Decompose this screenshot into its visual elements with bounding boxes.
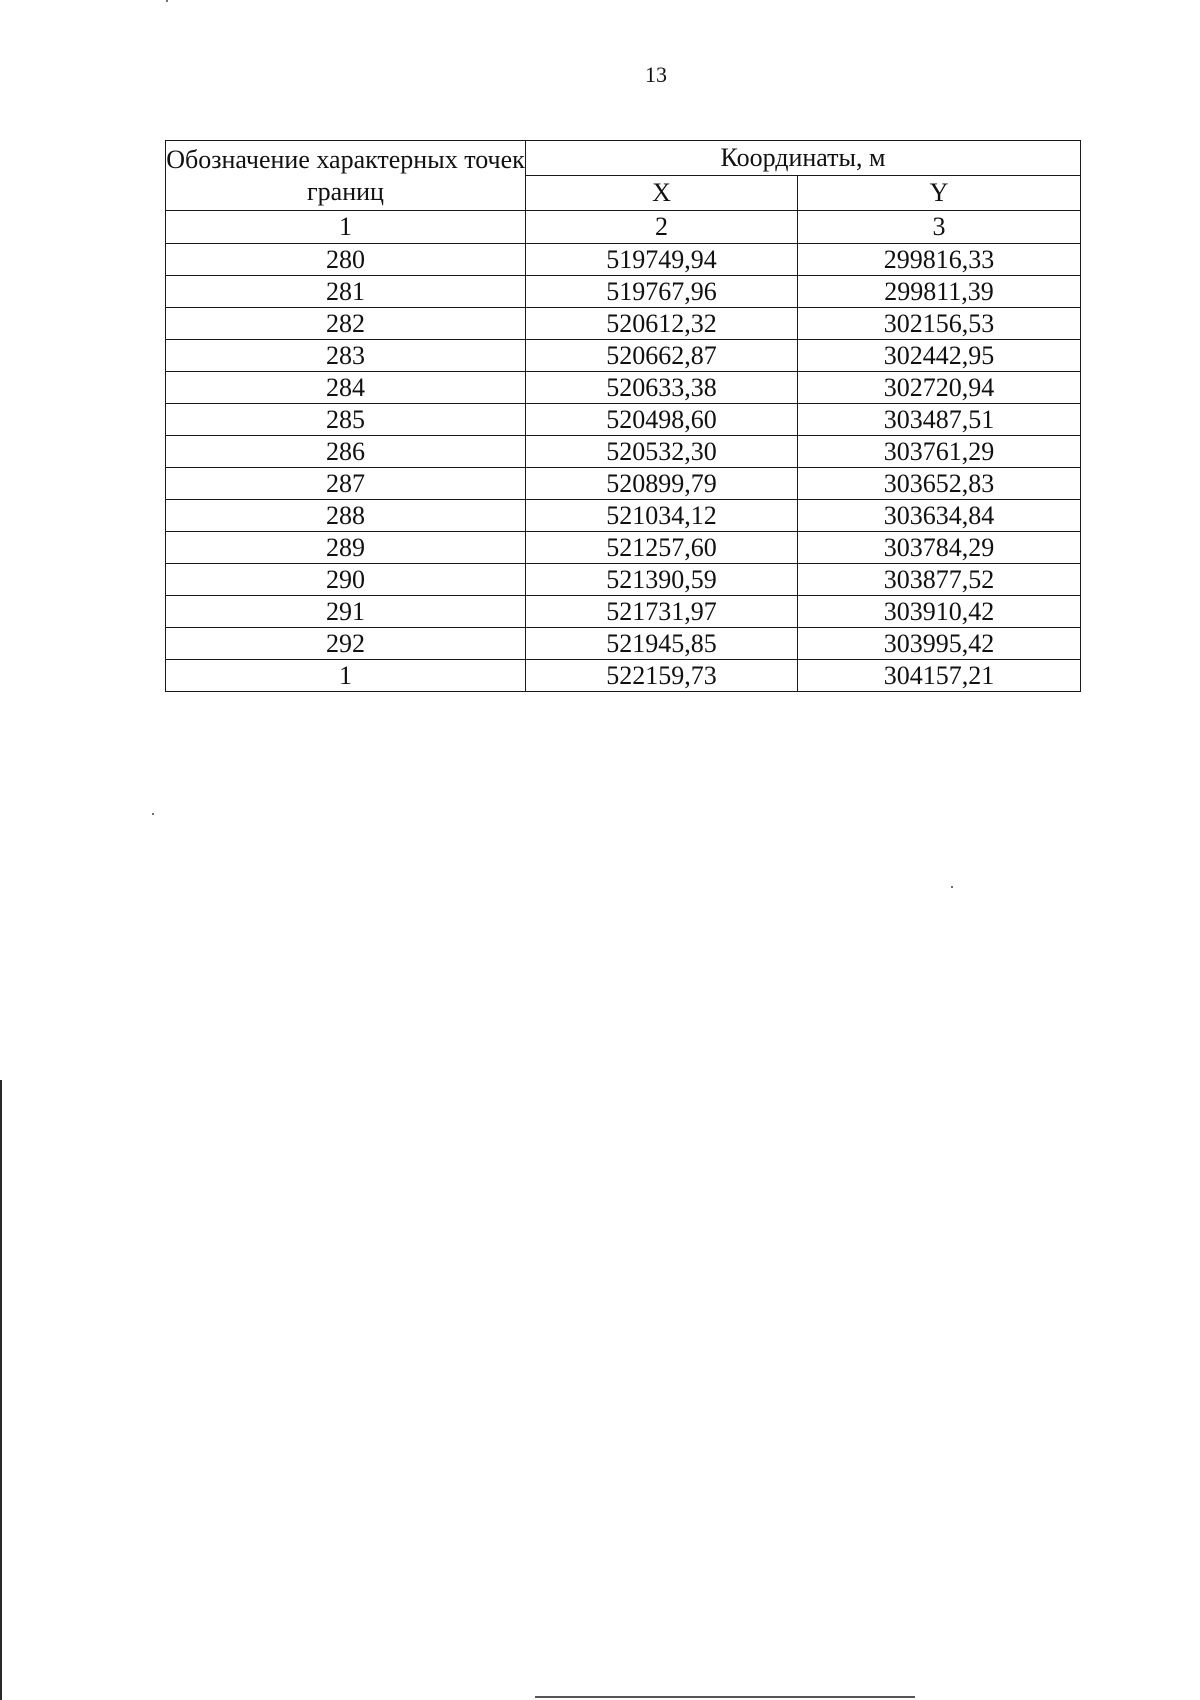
point-cell: 291 [166,596,526,628]
y-coordinate-cell: 302720,94 [798,372,1081,404]
y-coordinate-cell: 302442,95 [798,340,1081,372]
point-cell: 1 [166,660,526,692]
y-coordinate-cell: 303761,29 [798,436,1081,468]
x-coordinate-cell: 522159,73 [526,660,798,692]
point-cell: 281 [166,276,526,308]
x-coordinate-cell: 521945,85 [526,628,798,660]
x-coordinate-cell: 520612,32 [526,308,798,340]
point-cell: 292 [166,628,526,660]
header-designation: Обозначение характерных точек границ [166,141,526,211]
y-coordinate-cell: 303652,83 [798,468,1081,500]
coordinates-table [165,140,1081,692]
y-coordinate-cell: 303877,52 [798,564,1081,596]
point-cell: 280 [166,244,526,276]
table-row [166,372,1081,404]
x-coordinate-cell: 520498,60 [526,404,798,436]
scan-speck [951,886,953,888]
table-row [166,596,1081,628]
x-coordinate-cell: 521034,12 [526,500,798,532]
x-coordinate-cell: 521257,60 [526,532,798,564]
point-cell: 287 [166,468,526,500]
table-row [166,276,1081,308]
y-coordinate-cell: 299816,33 [798,244,1081,276]
table-row [166,468,1081,500]
table-row [166,660,1081,692]
point-cell: 285 [166,404,526,436]
scan-edge-line [0,1080,2,1700]
table-row [166,500,1081,532]
table-row [166,404,1081,436]
x-coordinate-cell: 521731,97 [526,596,798,628]
y-coordinate-cell: 303910,42 [798,596,1081,628]
table-row [166,628,1081,660]
column-number-2: 2 [526,211,798,244]
point-cell: 282 [166,308,526,340]
table-row [166,532,1081,564]
y-coordinate-cell: 299811,39 [798,276,1081,308]
header-x: X [526,176,798,211]
x-coordinate-cell: 520662,87 [526,340,798,372]
scan-speck [152,813,154,815]
point-cell: 283 [166,340,526,372]
point-cell: 286 [166,436,526,468]
y-coordinate-cell: 303784,29 [798,532,1081,564]
table-row [166,564,1081,596]
y-coordinate-cell: 303995,42 [798,628,1081,660]
scan-speck [166,0,168,2]
y-coordinate-cell: 303634,84 [798,500,1081,532]
column-number-row [166,211,1081,244]
x-coordinate-cell: 519749,94 [526,244,798,276]
header-y: Y [798,176,1081,211]
x-coordinate-cell: 521390,59 [526,564,798,596]
table-row [166,340,1081,372]
scan-bottom-line [535,1696,915,1698]
x-coordinate-cell: 520532,30 [526,436,798,468]
point-cell: 290 [166,564,526,596]
table-row [166,436,1081,468]
page-number: 13 [645,62,667,87]
column-number-3: 3 [798,211,1081,244]
y-coordinate-cell: 303487,51 [798,404,1081,436]
table-row [166,308,1081,340]
column-number-1: 1 [166,211,526,244]
table-row [166,244,1081,276]
point-cell: 284 [166,372,526,404]
point-cell: 289 [166,532,526,564]
x-coordinate-cell: 520899,79 [526,468,798,500]
x-coordinate-cell: 520633,38 [526,372,798,404]
point-cell: 288 [166,500,526,532]
y-coordinate-cell: 302156,53 [798,308,1081,340]
x-coordinate-cell: 519767,96 [526,276,798,308]
y-coordinate-cell: 304157,21 [798,660,1081,692]
header-coordinates: Координаты, м [526,141,1081,176]
